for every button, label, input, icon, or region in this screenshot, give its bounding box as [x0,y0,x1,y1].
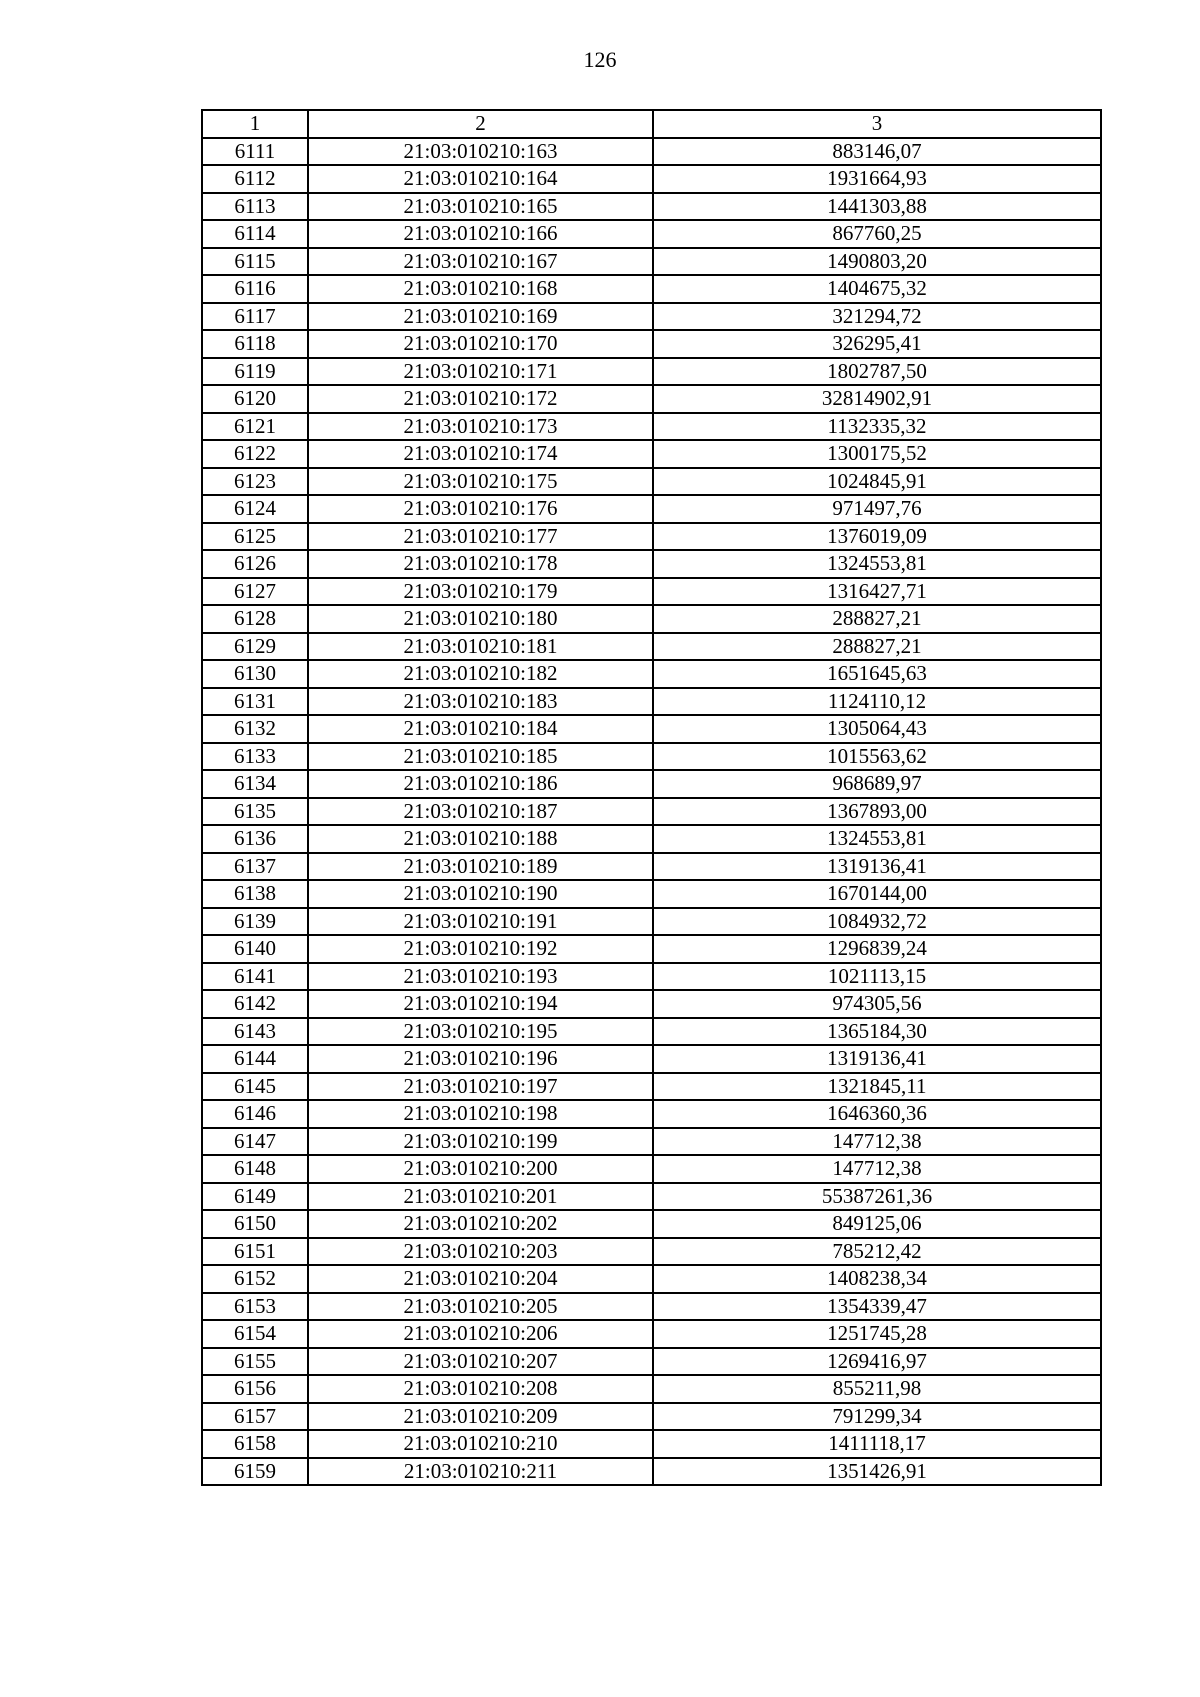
value-cell: 32814902,91 [653,385,1101,413]
row-number-cell: 6135 [202,798,308,826]
column-header-2: 2 [308,110,653,138]
cadastral-number-cell: 21:03:010210:169 [308,303,653,331]
row-number-cell: 6112 [202,165,308,193]
table-row [202,385,1101,413]
row-number-cell: 6143 [202,1018,308,1046]
value-cell: 1300175,52 [653,440,1101,468]
row-number-cell: 6144 [202,1045,308,1073]
table-row [202,798,1101,826]
table-row [202,440,1101,468]
value-cell: 1365184,30 [653,1018,1101,1046]
value-cell: 968689,97 [653,770,1101,798]
value-cell: 849125,06 [653,1210,1101,1238]
row-number-cell: 6148 [202,1155,308,1183]
row-number-cell: 6134 [202,770,308,798]
cadastral-number-cell: 21:03:010210:197 [308,1073,653,1101]
value-cell: 1324553,81 [653,825,1101,853]
value-cell: 1376019,09 [653,523,1101,551]
value-cell: 288827,21 [653,605,1101,633]
row-number-cell: 6154 [202,1320,308,1348]
value-cell: 1324553,81 [653,550,1101,578]
cadastral-number-cell: 21:03:010210:205 [308,1293,653,1321]
value-cell: 1296839,24 [653,935,1101,963]
table-row [202,138,1101,166]
value-cell: 1269416,97 [653,1348,1101,1376]
row-number-cell: 6132 [202,715,308,743]
value-cell: 1084932,72 [653,908,1101,936]
cadastral-number-cell: 21:03:010210:211 [308,1458,653,1486]
table-row [202,660,1101,688]
table-row [202,523,1101,551]
cadastral-number-cell: 21:03:010210:191 [308,908,653,936]
data-table [201,109,1102,1486]
value-cell: 1404675,32 [653,275,1101,303]
cadastral-number-cell: 21:03:010210:189 [308,853,653,881]
cadastral-number-cell: 21:03:010210:163 [308,138,653,166]
value-cell: 974305,56 [653,990,1101,1018]
cadastral-number-cell: 21:03:010210:168 [308,275,653,303]
table-row [202,303,1101,331]
table-row [202,715,1101,743]
value-cell: 1351426,91 [653,1458,1101,1486]
row-number-cell: 6129 [202,633,308,661]
table-row [202,1183,1101,1211]
row-number-cell: 6141 [202,963,308,991]
table-row [202,578,1101,606]
value-cell: 971497,76 [653,495,1101,523]
value-cell: 1651645,63 [653,660,1101,688]
row-number-cell: 6150 [202,1210,308,1238]
row-number-cell: 6145 [202,1073,308,1101]
table-row [202,1045,1101,1073]
cadastral-number-cell: 21:03:010210:199 [308,1128,653,1156]
table-row [202,853,1101,881]
row-number-cell: 6120 [202,385,308,413]
row-number-cell: 6146 [202,1100,308,1128]
row-number-cell: 6127 [202,578,308,606]
page-number: 126 [583,47,617,72]
cadastral-number-cell: 21:03:010210:201 [308,1183,653,1211]
column-header-3: 3 [653,110,1101,138]
row-number-cell: 6138 [202,880,308,908]
table-header [202,110,1101,138]
table-row [202,1320,1101,1348]
value-cell: 1316427,71 [653,578,1101,606]
row-number-cell: 6122 [202,440,308,468]
row-number-cell: 6126 [202,550,308,578]
value-cell: 883146,07 [653,138,1101,166]
table-row [202,1018,1101,1046]
row-number-cell: 6117 [202,303,308,331]
table-body [202,138,1101,1486]
row-number-cell: 6159 [202,1458,308,1486]
table-row [202,1210,1101,1238]
table-row [202,1458,1101,1486]
table-row [202,248,1101,276]
value-cell: 147712,38 [653,1155,1101,1183]
table-row [202,1100,1101,1128]
table-row [202,880,1101,908]
value-cell: 1670144,00 [653,880,1101,908]
cadastral-number-cell: 21:03:010210:190 [308,880,653,908]
value-cell: 1646360,36 [653,1100,1101,1128]
cadastral-number-cell: 21:03:010210:192 [308,935,653,963]
row-number-cell: 6151 [202,1238,308,1266]
cadastral-number-cell: 21:03:010210:186 [308,770,653,798]
table-row [202,1155,1101,1183]
value-cell: 1354339,47 [653,1293,1101,1321]
table-row [202,413,1101,441]
row-number-cell: 6118 [202,330,308,358]
row-number-cell: 6140 [202,935,308,963]
row-number-cell: 6155 [202,1348,308,1376]
cadastral-number-cell: 21:03:010210:202 [308,1210,653,1238]
value-cell: 1319136,41 [653,853,1101,881]
table-row [202,165,1101,193]
value-cell: 1305064,43 [653,715,1101,743]
cadastral-number-cell: 21:03:010210:203 [308,1238,653,1266]
value-cell: 791299,34 [653,1403,1101,1431]
value-cell: 867760,25 [653,220,1101,248]
value-cell: 1319136,41 [653,1045,1101,1073]
row-number-cell: 6119 [202,358,308,386]
table-row [202,1375,1101,1403]
value-cell: 288827,21 [653,633,1101,661]
cadastral-number-cell: 21:03:010210:180 [308,605,653,633]
value-cell: 1024845,91 [653,468,1101,496]
cadastral-number-cell: 21:03:010210:171 [308,358,653,386]
row-number-cell: 6114 [202,220,308,248]
row-number-cell: 6156 [202,1375,308,1403]
row-number-cell: 6133 [202,743,308,771]
cadastral-number-cell: 21:03:010210:170 [308,330,653,358]
cadastral-number-cell: 21:03:010210:177 [308,523,653,551]
table-row [202,468,1101,496]
value-cell: 147712,38 [653,1128,1101,1156]
cadastral-number-cell: 21:03:010210:165 [308,193,653,221]
cadastral-number-cell: 21:03:010210:172 [308,385,653,413]
value-cell: 1021113,15 [653,963,1101,991]
header-row [202,110,1101,138]
cadastral-number-cell: 21:03:010210:195 [308,1018,653,1046]
row-number-cell: 6115 [202,248,308,276]
row-number-cell: 6113 [202,193,308,221]
table-row [202,1348,1101,1376]
cadastral-number-cell: 21:03:010210:187 [308,798,653,826]
cadastral-number-cell: 21:03:010210:200 [308,1155,653,1183]
cadastral-number-cell: 21:03:010210:198 [308,1100,653,1128]
table-row [202,688,1101,716]
row-number-cell: 6125 [202,523,308,551]
value-cell: 1931664,93 [653,165,1101,193]
row-number-cell: 6149 [202,1183,308,1211]
value-cell: 1802787,50 [653,358,1101,386]
row-number-cell: 6121 [202,413,308,441]
column-header-1: 1 [202,110,308,138]
row-number-cell: 6152 [202,1265,308,1293]
table-row [202,1403,1101,1431]
value-cell: 55387261,36 [653,1183,1101,1211]
table-row [202,1430,1101,1458]
row-number-cell: 6130 [202,660,308,688]
table-row [202,193,1101,221]
row-number-cell: 6136 [202,825,308,853]
cadastral-number-cell: 21:03:010210:206 [308,1320,653,1348]
cadastral-number-cell: 21:03:010210:207 [308,1348,653,1376]
cadastral-number-cell: 21:03:010210:194 [308,990,653,1018]
value-cell: 321294,72 [653,303,1101,331]
table-row [202,495,1101,523]
value-cell: 1490803,20 [653,248,1101,276]
row-number-cell: 6116 [202,275,308,303]
table-row [202,825,1101,853]
cadastral-number-cell: 21:03:010210:183 [308,688,653,716]
value-cell: 1015563,62 [653,743,1101,771]
table-row [202,605,1101,633]
table-row [202,770,1101,798]
table-row [202,275,1101,303]
value-cell: 1132335,32 [653,413,1101,441]
cadastral-number-cell: 21:03:010210:174 [308,440,653,468]
cadastral-number-cell: 21:03:010210:208 [308,1375,653,1403]
row-number-cell: 6123 [202,468,308,496]
row-number-cell: 6128 [202,605,308,633]
cadastral-number-cell: 21:03:010210:210 [308,1430,653,1458]
cadastral-number-cell: 21:03:010210:193 [308,963,653,991]
table-row [202,990,1101,1018]
value-cell: 1321845,11 [653,1073,1101,1101]
row-number-cell: 6158 [202,1430,308,1458]
cadastral-number-cell: 21:03:010210:185 [308,743,653,771]
value-cell: 855211,98 [653,1375,1101,1403]
table-row [202,1128,1101,1156]
row-number-cell: 6142 [202,990,308,1018]
value-cell: 1251745,28 [653,1320,1101,1348]
table-row [202,908,1101,936]
value-cell: 1411118,17 [653,1430,1101,1458]
cadastral-number-cell: 21:03:010210:178 [308,550,653,578]
table-row [202,633,1101,661]
value-cell: 1441303,88 [653,193,1101,221]
row-number-cell: 6124 [202,495,308,523]
table-row [202,1265,1101,1293]
cadastral-number-cell: 21:03:010210:209 [308,1403,653,1431]
row-number-cell: 6153 [202,1293,308,1321]
value-cell: 1124110,12 [653,688,1101,716]
cadastral-number-cell: 21:03:010210:164 [308,165,653,193]
value-cell: 1367893,00 [653,798,1101,826]
cadastral-number-cell: 21:03:010210:166 [308,220,653,248]
cadastral-number-cell: 21:03:010210:182 [308,660,653,688]
table-row [202,550,1101,578]
value-cell: 1408238,34 [653,1265,1101,1293]
cadastral-number-cell: 21:03:010210:204 [308,1265,653,1293]
cadastral-number-cell: 21:03:010210:176 [308,495,653,523]
row-number-cell: 6157 [202,1403,308,1431]
cadastral-number-cell: 21:03:010210:181 [308,633,653,661]
value-cell: 785212,42 [653,1238,1101,1266]
cadastral-number-cell: 21:03:010210:184 [308,715,653,743]
row-number-cell: 6111 [202,138,308,166]
cadastral-number-cell: 21:03:010210:188 [308,825,653,853]
cadastral-number-cell: 21:03:010210:179 [308,578,653,606]
table-row [202,1238,1101,1266]
table-row [202,743,1101,771]
table-row [202,963,1101,991]
table-row [202,358,1101,386]
value-cell: 326295,41 [653,330,1101,358]
cadastral-number-cell: 21:03:010210:173 [308,413,653,441]
table-row [202,220,1101,248]
row-number-cell: 6147 [202,1128,308,1156]
table-row [202,330,1101,358]
row-number-cell: 6139 [202,908,308,936]
row-number-cell: 6137 [202,853,308,881]
cadastral-number-cell: 21:03:010210:196 [308,1045,653,1073]
cadastral-number-cell: 21:03:010210:167 [308,248,653,276]
table-row [202,935,1101,963]
cadastral-number-cell: 21:03:010210:175 [308,468,653,496]
table-row [202,1073,1101,1101]
table-row [202,1293,1101,1321]
row-number-cell: 6131 [202,688,308,716]
